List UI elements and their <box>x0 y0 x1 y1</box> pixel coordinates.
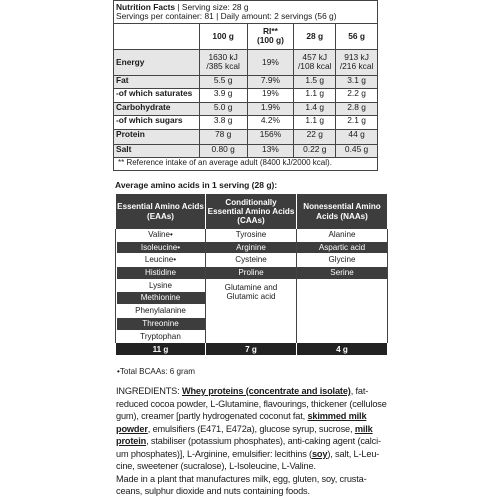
value-ri: 156% <box>247 129 294 144</box>
ingredients-line <box>116 385 386 398</box>
value-100g: 3.9 g <box>199 88 247 102</box>
value-56g: 44 g <box>336 129 378 144</box>
amino-acids-title: Average amino acids in 1 serving (28 g): <box>115 180 278 190</box>
value-28g: 22 g <box>294 129 336 144</box>
ingredient-text: , emulsifiers (E471, E472a), glucose syrup, sucrose, <box>147 423 355 434</box>
ingredient-text: , fat- <box>350 386 369 396</box>
amino-acid-item: Proline <box>206 267 296 280</box>
col-header-100g: 100 g <box>199 23 247 49</box>
value-56g: 2.2 g <box>336 88 378 102</box>
conditional-column <box>206 229 297 343</box>
nutrient-label: Fat <box>114 75 200 88</box>
allergen-text: milk <box>354 423 373 434</box>
col-header-ri: RI** (100 g) <box>247 23 294 49</box>
total-essential: 11 g <box>116 343 206 355</box>
col-header-28g: 28 g <box>294 23 336 49</box>
value-100g: 5.0 g <box>199 102 247 115</box>
amino-acid-item: Cysteine <box>206 254 296 267</box>
ingredient-text: Made in a plant that manufactures milk, egg, gluten, soy, crusta- <box>116 473 367 484</box>
value-28g: 1.4 g <box>294 102 336 115</box>
ingredients-line <box>116 473 386 486</box>
nutrition-header <box>114 1 378 24</box>
amino-acid-item: Alanine <box>297 229 387 242</box>
total-conditional: 7 g <box>206 343 297 355</box>
value-ri: 19% <box>247 88 294 102</box>
value-56g: 3.1 g <box>336 75 378 88</box>
ingredient-text: cine, sweetener (sucralose), L-Isoleucine, L-Valine. <box>116 461 316 471</box>
nutrition-row <box>114 115 378 129</box>
allergen-text: powder <box>116 423 148 434</box>
value-100g: 0.80 g <box>199 144 247 157</box>
value-ri: 19% <box>247 49 294 75</box>
value-100g: 78 g <box>199 129 247 144</box>
nutrition-row <box>114 88 378 102</box>
nutrient-label: Protein <box>114 129 200 144</box>
nutrient-label: -of which saturates <box>114 88 200 102</box>
value-ri: 1.9% <box>247 102 294 115</box>
nutrient-label: Salt <box>114 144 200 157</box>
value-56g: 2.1 g <box>336 115 378 129</box>
nonessential-list <box>297 229 387 280</box>
nutrient-label: -of which sugars <box>114 115 200 129</box>
ingredients-text <box>116 385 386 498</box>
amino-totals-row <box>116 343 388 355</box>
amino-acid-item: Leucine• <box>116 254 205 267</box>
amino-acids-table <box>115 194 388 355</box>
nutrition-rows <box>114 49 378 157</box>
amino-acid-item: Phenylalanine <box>116 305 205 318</box>
amino-acid-item: Serine <box>297 267 387 280</box>
bcaa-note: •Total BCAAs: 6 gram <box>117 367 195 376</box>
allergen-text: soy <box>311 448 328 459</box>
ingredients-line <box>116 398 386 411</box>
ingredients-line <box>116 435 386 448</box>
amino-header-row <box>116 194 388 229</box>
amino-acid-item: Tyrosine <box>206 229 296 242</box>
essential-list <box>116 229 205 343</box>
value-ri: 4.2% <box>247 115 294 129</box>
value-56g: 913 kJ /216 kcal <box>336 49 378 75</box>
value-28g: 0.22 g <box>294 144 336 157</box>
amino-acid-item: Lysine <box>116 280 205 293</box>
value-28g: 1.1 g <box>294 115 336 129</box>
amino-acid-item: Valine• <box>116 229 205 242</box>
value-56g: 0.45 g <box>336 144 378 157</box>
nonessential-column <box>297 229 388 343</box>
nutrition-footnote: ** Reference intake of an average adult (8400 kJ/2000 kcal). <box>114 157 378 170</box>
nutrition-row <box>114 75 378 88</box>
ingredient-text: ), salt, L-Leu- <box>327 448 380 459</box>
value-28g: 457 kJ /108 kcal <box>294 49 336 75</box>
ingredient-text: , stabiliser (potassium phosphates), anti-caking agent (calci- <box>146 436 381 446</box>
value-ri: 7.9% <box>247 75 294 88</box>
nutrition-row <box>114 102 378 115</box>
nutrition-facts-table <box>113 0 378 171</box>
ingredient-text: reduced cocoa powder, L-Glutamine, flavourings, thickener (cellulose <box>116 398 387 409</box>
glutamine-note: Glutamine and Glutamic acid <box>224 282 278 302</box>
value-28g: 1.5 g <box>294 75 336 88</box>
ingredient-text: um phosphates)], L-Arginine, emulsifier: lecithins ( <box>116 448 312 459</box>
ingredient-text: ceans, sulphur dioxide and nuts containing foods. <box>116 486 310 496</box>
amino-acid-item: Tryptophan <box>116 331 205 344</box>
amino-body-row <box>116 229 388 343</box>
allergen-text: skimmed milk <box>307 411 367 421</box>
nutrition-title: Nutrition Facts <box>116 2 176 12</box>
nutrition-corner-cell <box>114 23 200 49</box>
value-28g: 1.1 g <box>294 88 336 102</box>
nutrition-row <box>114 49 378 75</box>
header-conditional: Conditionally Essential Amino Acids (CAAs) <box>206 194 297 229</box>
ingredients-line <box>116 410 386 423</box>
amino-acid-item: Glycine <box>297 254 387 267</box>
value-100g: 1630 kJ /385 kcal <box>199 49 247 75</box>
ingredients-line <box>116 448 386 461</box>
essential-column <box>116 229 206 343</box>
nutrition-footnote-row <box>114 157 378 170</box>
nutrition-row <box>114 129 378 144</box>
value-100g: 3.8 g <box>199 115 247 129</box>
nutrition-column-headers <box>114 23 378 49</box>
amino-acid-item: Isoleucine• <box>117 242 205 255</box>
ingredient-text: INGREDIENTS: <box>116 386 182 396</box>
value-56g: 2.8 g <box>336 102 378 115</box>
col-header-56g: 56 g <box>336 23 378 49</box>
amino-acid-item: Aspartic acid <box>297 242 387 255</box>
conditional-list <box>206 229 296 280</box>
amino-acid-item: Histidine <box>117 267 205 280</box>
amino-acid-item: Threonine <box>117 318 205 331</box>
nutrition-row <box>114 144 378 157</box>
allergen-text: Whey proteins (concentrate and isolate) <box>181 386 351 396</box>
serving-size: | Serving size: 28 g <box>175 2 249 12</box>
nutrient-label: Carbohydrate <box>114 102 200 115</box>
nutrient-label: Energy <box>114 49 200 75</box>
servings-line: Servings per container: 81 | Daily amount: 2 servings (56 g) <box>116 11 337 22</box>
allergen-text: protein <box>116 436 147 446</box>
amino-acid-item: Arginine <box>206 242 296 255</box>
value-100g: 5.5 g <box>199 75 247 88</box>
header-essential: Essential Amino Acids (EAAs) <box>116 194 206 229</box>
amino-acid-item: Methionine <box>117 292 205 305</box>
value-ri: 13% <box>247 144 294 157</box>
ingredients-line <box>116 423 386 436</box>
ingredient-text: gum), creamer [partly hydrogenated coconut fat, <box>116 411 308 421</box>
nutrition-header-row <box>114 1 378 24</box>
header-nonessential: Nonessential Amino Acids (NAAs) <box>297 194 388 229</box>
total-nonessential: 4 g <box>297 343 388 355</box>
ingredients-line <box>116 485 386 498</box>
ingredients-line <box>116 460 386 473</box>
